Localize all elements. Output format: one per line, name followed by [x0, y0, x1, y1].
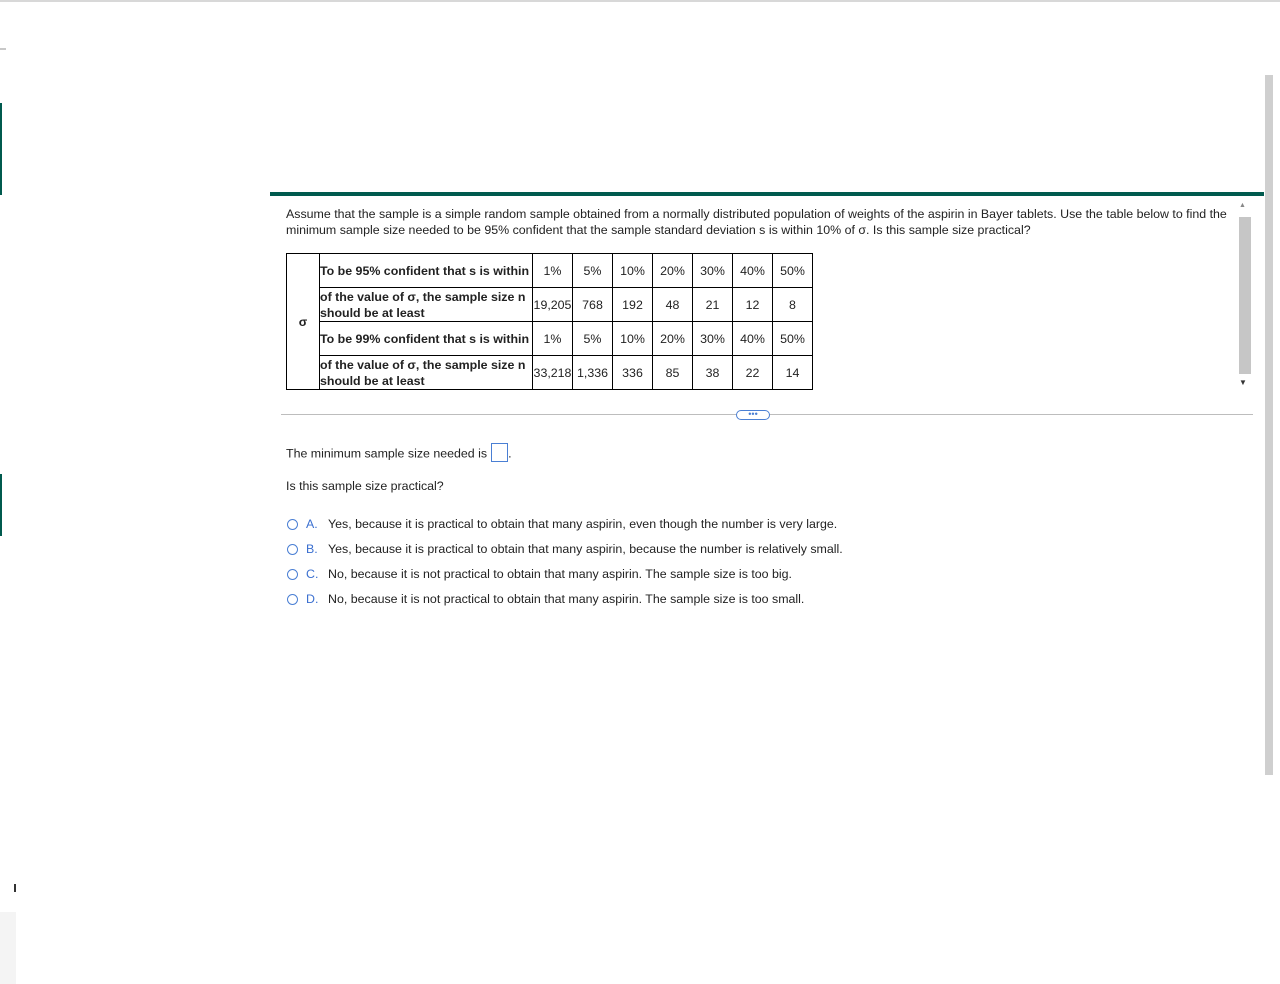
- practical-prompt: Is this sample size practical?: [286, 479, 444, 493]
- table-cell: 8: [773, 288, 813, 322]
- answer-suffix: .: [508, 446, 512, 461]
- table-cell: 20%: [653, 254, 693, 288]
- table-cell: 50%: [773, 322, 813, 356]
- table-cell: 1%: [533, 322, 573, 356]
- radio-button-icon[interactable]: [287, 594, 298, 605]
- row-label: To be 99% confident that s is within: [320, 322, 533, 356]
- option-text[interactable]: No, because it is not practical to obtain that many aspirin. The sample size is too small.: [328, 592, 805, 606]
- option-c[interactable]: [287, 567, 843, 592]
- table-cell: 19,205: [533, 288, 573, 322]
- row-label: To be 95% confident that s is within: [320, 254, 533, 288]
- table-cell: 14: [773, 356, 813, 390]
- table-row: [287, 356, 813, 390]
- table-cell: 10%: [613, 322, 653, 356]
- radio-button-icon[interactable]: [287, 569, 298, 580]
- sample-size-table: [286, 253, 813, 390]
- table-cell: 50%: [773, 254, 813, 288]
- table-cell: 85: [653, 356, 693, 390]
- table-cell: 1,336: [573, 356, 613, 390]
- radio-button-icon[interactable]: [287, 544, 298, 555]
- option-letter: D.: [306, 592, 319, 606]
- table-cell: 12: [733, 288, 773, 322]
- radio-button-icon[interactable]: [287, 519, 298, 530]
- table-cell: 38: [693, 356, 733, 390]
- table-cell: 768: [573, 288, 613, 322]
- table-row: [287, 288, 813, 322]
- table-cell: 40%: [733, 254, 773, 288]
- answer-prompt: The minimum sample size needed is: [286, 446, 488, 461]
- answer-line: [286, 446, 512, 462]
- left-panel-edge: [0, 912, 16, 984]
- left-accent-bar: [0, 474, 2, 536]
- table-cell: 5%: [573, 254, 613, 288]
- option-text[interactable]: Yes, because it is practical to obtain that many aspirin, because the number is relatively small.: [328, 542, 843, 556]
- scroll-thumb[interactable]: [1239, 217, 1251, 374]
- table-cell: 48: [653, 288, 693, 322]
- table-row: [287, 254, 813, 288]
- option-letter: C.: [306, 567, 319, 581]
- table-cell: 1%: [533, 254, 573, 288]
- table-cell: 10%: [613, 254, 653, 288]
- scroll-up-arrow-icon[interactable]: ▲: [1239, 202, 1246, 209]
- scroll-down-arrow-icon[interactable]: ▼: [1239, 378, 1247, 387]
- table-cell: 336: [613, 356, 653, 390]
- table-cell: 21: [693, 288, 733, 322]
- option-letter: A.: [306, 517, 318, 531]
- option-text[interactable]: No, because it is not practical to obtain that many aspirin. The sample size is too big.: [328, 567, 792, 581]
- question-text: Assume that the sample is a simple random sample obtained from a normally distributed population of weights of the aspirin in Bayer tablets. Use the table below to find the minimum sample size needed to be 95% confident that the sample standard deviation s is within 10% of σ. Is this sample size practical?: [286, 207, 1227, 237]
- option-d[interactable]: [287, 592, 843, 617]
- option-letter: B.: [306, 542, 318, 556]
- answer-options: [287, 517, 843, 617]
- left-edge-tick: [0, 48, 6, 50]
- table-cell: 192: [613, 288, 653, 322]
- table-cell: 40%: [733, 322, 773, 356]
- table-cell: 22: [733, 356, 773, 390]
- option-text[interactable]: Yes, because it is practical to obtain that many aspirin, even though the number is very large.: [328, 517, 838, 531]
- table-cell: 20%: [653, 322, 693, 356]
- answer-input[interactable]: [491, 443, 508, 462]
- sigma-label: σ: [287, 254, 320, 390]
- table-cell: 30%: [693, 254, 733, 288]
- table-row: [287, 322, 813, 356]
- option-a[interactable]: [287, 517, 843, 542]
- top-border: [0, 0, 1280, 2]
- table-cell: 5%: [573, 322, 613, 356]
- row-label: of the value of σ, the sample size n should be at least: [320, 288, 533, 322]
- table-cell: 30%: [693, 322, 733, 356]
- option-b[interactable]: [287, 542, 843, 567]
- table-cell: 33,218: [533, 356, 573, 390]
- page-scrollbar[interactable]: [1265, 75, 1273, 775]
- left-edge-mark: [14, 884, 16, 892]
- row-label: of the value of σ, the sample size n should be at least: [320, 356, 533, 390]
- more-button[interactable]: •••: [736, 410, 770, 420]
- question-header-rule: [270, 192, 1264, 196]
- left-accent-bar: [0, 103, 2, 195]
